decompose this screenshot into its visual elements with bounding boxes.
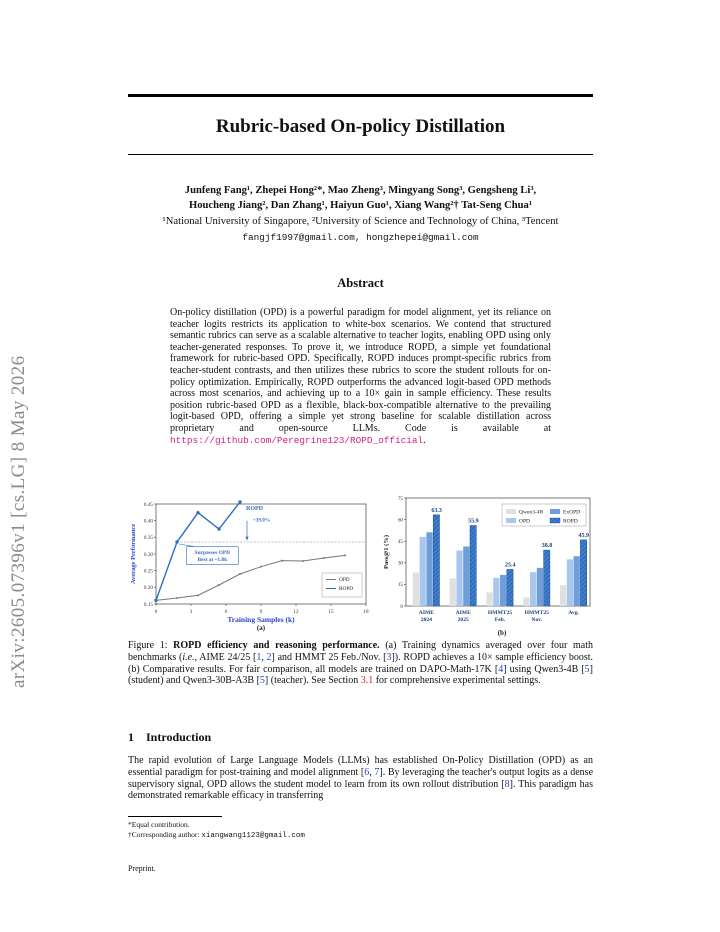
y-tick-label: 75 [397, 495, 403, 502]
x-tick-label: HMMT25 [487, 610, 513, 616]
y-tick-label: 0.20 [143, 585, 153, 592]
data-point-opd [302, 560, 304, 562]
paper-title: Rubric-based On-policy Distillation [215, 116, 506, 137]
y-tick-label: 0.30 [143, 551, 153, 558]
subfigure-label-b: (b) [497, 629, 507, 637]
gain-arrow-head [245, 537, 248, 541]
y-tick-label: 30 [397, 560, 403, 567]
figure-1-caption: Figure 1: ROPD efficiency and reasoning performance. (a) Training dynamics averaged over four math benchmarks (i.e., AIME 24/25 [1, 2] and HMMT 25 Feb./Nov. [3]). ROPD achieves a 10× sample efficiency boost. (b) Comparative results. For fair comparison, all models are trained on DAPO-Math-17K [4] using Qwen3-4B [5] (student) and Qwen3-30B-A3B [5] (teacher). See Section 3.1 for comprehensive experimental settings. [128, 640, 594, 687]
x-tick-label: AIME [418, 610, 435, 616]
data-point-opd [218, 584, 220, 586]
legend-label: OPD [339, 577, 350, 583]
ref-link[interactable]: 3 [386, 651, 392, 663]
bar-opd [530, 572, 536, 606]
footnote-equal: *Equal contribution. [128, 820, 190, 829]
bar-exopd [574, 556, 580, 606]
data-point-opd [281, 560, 283, 562]
bar-exopd [537, 568, 543, 606]
bar-ropd [433, 515, 439, 606]
y-tick-label: 0 [400, 603, 403, 610]
x-tick-label: HMMT25 [524, 610, 549, 616]
ref-link[interactable]: 7 [374, 766, 380, 778]
bar-qwen3-4b [486, 592, 492, 606]
author-emails: fangjf1997@gmail.com, hongzhepei@gmail.com [242, 232, 479, 243]
y-tick-label: 0.35 [143, 535, 153, 542]
callout-line-2: Best at ~1.8k [197, 557, 228, 564]
code-link[interactable]: https://github.com/Peregrine123/ROPD_official [170, 434, 424, 446]
data-point-opd [197, 594, 199, 596]
preprint-label: Preprint. [128, 864, 156, 873]
legend-label: ROPD [339, 586, 354, 592]
bar-opd [493, 578, 499, 606]
bar-value-label: 25.4 [504, 562, 516, 569]
bar-ropd [470, 526, 476, 606]
bar-exopd [463, 547, 469, 606]
bar-qwen3-4b [560, 585, 566, 606]
bar-value-label: 63.3 [431, 507, 442, 514]
affiliations: ¹National University of Singapore, ²University of Science and Technology of China, ³Tencent [162, 216, 559, 227]
x-tick-label: 2025 [457, 617, 469, 623]
x-tick-label: 2024 [420, 617, 432, 623]
section-link[interactable]: 3.1 [360, 675, 374, 687]
x-tick-label: Avg. [568, 610, 579, 616]
legend-label: ExOPD [563, 509, 581, 516]
section-number: 1 [128, 730, 134, 744]
legend-label: Qwen3-4B [519, 509, 544, 516]
y-axis-label: Pass@1 (%) [383, 534, 390, 570]
ref-link[interactable]: 1 [256, 651, 262, 663]
caption-label: Figure 1: [128, 640, 168, 651]
ref-link[interactable]: 6 [364, 766, 370, 778]
figure-1b-bar-chart [380, 494, 595, 638]
data-point-opd [323, 557, 325, 559]
data-point-opd [344, 554, 346, 556]
y-tick-label: 0.25 [143, 568, 153, 575]
abstract-text: On-policy distillation (OPD) is a powerful paradigm for model alignment, yet its reliance on teacher logits restricts its application to white-box scenarios. We contend that structured semantic rubrics can serve as a scalable alternative to teacher logits, enabling OPD using only teacher-generated responses. To prove it, we introduce ROPD, a simple yet foundational framework for rubric-based OPD. Specifically, ROPD induces prompt-specific rubrics from teacher-student contrasts, and then utilizes these rubrics to score the student rollouts for on-policy optimization. Empirically, ROPD outperforms the advanced logit-based OPD methods across most scenarios, and achieving up to a 10× gain in sample efficiency. These results position rubric-based OPD as a flexible, black-box-compatible alternative to the prevailing logit-based OPD, offering a simple yet strong baseline for scalable distillation across proprietary and open-source LLMs. Code is available at [170, 307, 551, 434]
y-tick-label: 60 [397, 517, 403, 524]
y-axis-label: Average Performance [130, 523, 137, 585]
data-point-ropd [238, 500, 241, 503]
legend-swatch [550, 518, 560, 523]
x-tick-label: 18 [363, 609, 369, 615]
bar-ropd [580, 540, 586, 606]
bar-value-label: 38.8 [541, 543, 553, 550]
data-point-ropd [154, 599, 157, 602]
title-bottom-rule [128, 154, 593, 155]
data-point-opd [239, 573, 241, 575]
x-axis-label: Training Samples (k) [227, 615, 295, 624]
x-tick-label: 3 [189, 609, 193, 615]
caption-bold: ROPD efficiency and reasoning performance. [173, 640, 380, 651]
footnote-rule [128, 816, 222, 817]
x-tick-label: 6 [224, 609, 228, 615]
legend-label: OPD [519, 518, 531, 525]
data-point-ropd [196, 511, 199, 514]
subfigure-label-a: (a) [256, 624, 266, 632]
authors-line-2: Houcheng Jiang², Dan Zhang¹, Haiyun Guo¹, Xiang Wang²† Tat-Seng Chua¹ [188, 200, 533, 211]
ref-link[interactable]: 5 [259, 675, 265, 687]
bar-value-label: 45.9 [578, 532, 590, 539]
series-line-opd [156, 555, 345, 600]
introduction-text: The rapid evolution of Large Language Models (LLMs) has established On-Policy Distillation (OPD) as an essential paradigm for post-training and model alignment [6, 7]. By leveraging the teacher's output logits as a dense supervisory signal, OPD allows the student model to learn from its own rollout distribution [8]. This paradigm has demonstrated remarkable efficacy in transferring [128, 755, 594, 802]
ref-link[interactable]: 8 [504, 778, 510, 790]
y-tick-label: 15 [397, 582, 403, 589]
data-point-ropd [217, 527, 220, 530]
y-tick-label: 45 [397, 539, 403, 545]
ref-link[interactable]: 4 [498, 663, 504, 675]
title-top-rule [128, 94, 593, 97]
y-tick-label: 0.15 [143, 601, 153, 608]
legend-label: ROPD [563, 518, 578, 525]
data-point-opd [176, 597, 178, 599]
x-tick-label: 9 [259, 609, 263, 615]
y-tick-label: 0.40 [143, 518, 153, 525]
x-tick-label: Nov. [531, 617, 543, 623]
bar-opd [567, 559, 573, 606]
x-tick-label: 0 [154, 609, 158, 615]
bar-ropd [507, 569, 513, 606]
callout-pointer [179, 544, 194, 547]
bar-exopd [500, 575, 506, 606]
bar-qwen3-4b [523, 598, 529, 606]
data-point-opd [260, 566, 262, 568]
bar-value-label: 55.9 [468, 518, 479, 525]
legend-swatch [550, 509, 560, 514]
section-heading [128, 730, 211, 745]
authors-line-1: Junfeng Fang¹, Zhepei Hong²*, Mao Zheng³, Mingyang Song³, Gengsheng Li³, [184, 185, 537, 196]
y-tick-label: 0.45 [143, 501, 153, 508]
bar-qwen3-4b [413, 572, 419, 606]
legend-swatch [506, 518, 516, 523]
legend-swatch [506, 509, 516, 514]
abstract-body: On-policy distillation (OPD) is a powerful paradigm for model alignment, yet its reliance on teacher logits restricts its application to white-box scenarios. We contend that structured semantic rubrics can serve as a scalable alternative to teacher logits, enabling OPD using only teacher-generated responses. To prove it, we introduce ROPD, a simple yet foundational framework for rubric-based OPD. Specifically, ROPD induces prompt-specific rubrics from teacher-student contrasts, and then utilizes these rubrics to score the student rollouts for on-policy optimization. Empirically, ROPD outperforms the advanced logit-based OPD methods across most scenarios, and achieving up to a 10× gain in sample efficiency. These results position rubric-based OPD as a flexible, black-box-compatible alternative to the prevailing logit-based OPD, offering a simple yet strong baseline for scalable distillation across proprietary and open-source LLMs. Code is available at https://github.com/Peregrine123/ROPD_official. [170, 307, 551, 446]
figure-1a-line-chart [128, 498, 373, 638]
ref-link[interactable]: 5 [584, 663, 590, 675]
bar-ropd [544, 550, 550, 606]
x-tick-label: 15 [328, 609, 334, 615]
gain-annotation: +39.0% [252, 517, 271, 524]
abstract-heading: Abstract [337, 276, 384, 290]
bar-opd [420, 537, 426, 606]
footnote-corresponding: †Corresponding author: xiangwang1123@gmail.com [128, 830, 305, 840]
bar-qwen3-4b [450, 578, 456, 606]
corresponding-email[interactable]: xiangwang1123@gmail.com [201, 832, 305, 840]
x-tick-label: Feb. [494, 617, 506, 623]
bar-opd [456, 551, 462, 606]
data-point-ropd [175, 540, 178, 543]
x-tick-label: 12 [293, 609, 299, 615]
x-tick-label: AIME [455, 610, 471, 616]
ref-link[interactable]: 2 [266, 651, 272, 663]
ropd-annotation: ROPD [246, 506, 263, 512]
arxiv-identifier: arXiv:2605.07396v1 [cs.LG] 8 May 2026 [8, 355, 29, 688]
callout-line-1: Surpasses OPD [194, 550, 231, 557]
section-title: Introduction [146, 730, 212, 744]
bar-exopd [426, 532, 432, 606]
